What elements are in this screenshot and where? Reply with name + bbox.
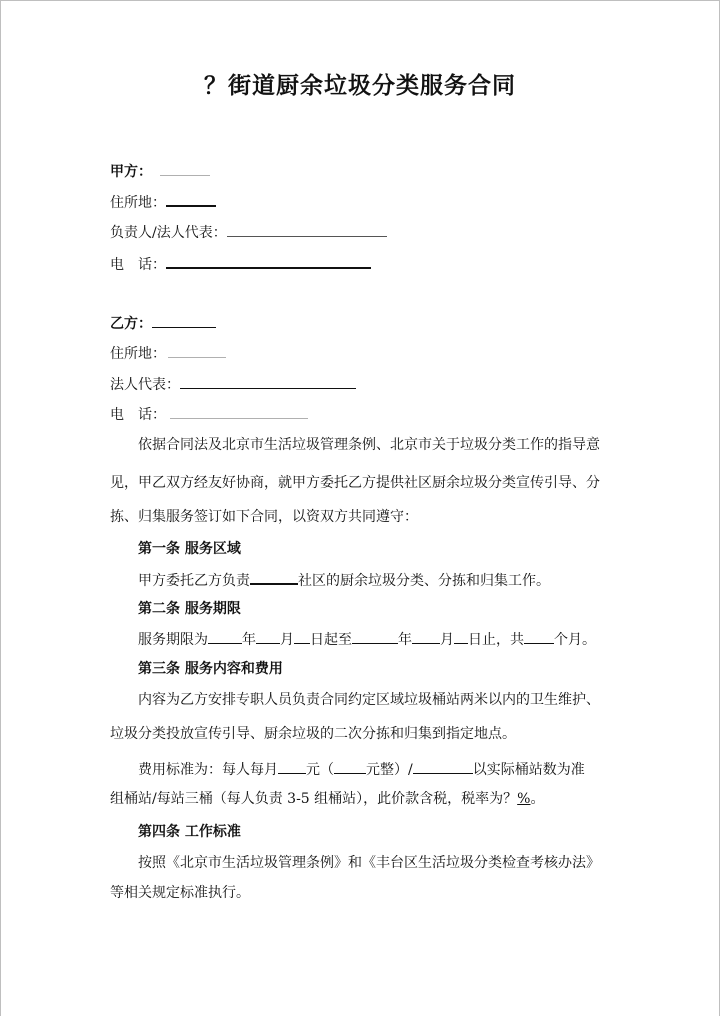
party-b-row <box>110 313 216 334</box>
months-blank <box>524 629 554 644</box>
article-1-text-b: 社区的厨余垃圾分类、分拣和归集工作。 <box>298 573 550 589</box>
article-2-text <box>138 629 596 650</box>
party-a-address-blank <box>166 191 216 207</box>
fee-line-2-text: 组桶站/每站三桶（每人负责 3-5 组桶站），此价款含税，税率为？ <box>110 791 518 807</box>
intro-line-2: 见，甲乙双方经友好协商，就甲方委托乙方提供社区厨余垃圾分类宣传引导、分 <box>110 475 600 491</box>
party-b-address-blank <box>168 343 226 358</box>
contract-title: ？街道厨余垃圾分类服务合同 <box>204 72 516 99</box>
fee-words-label: 元整）/ <box>366 762 413 778</box>
fee-line-1 <box>138 759 585 780</box>
party-a-address-row <box>110 191 216 213</box>
party-a-address-label: 住所地： <box>110 195 166 211</box>
start-year-blank <box>208 629 242 644</box>
end-month-blank <box>412 629 440 644</box>
article-1-blank <box>250 569 298 585</box>
party-b-phone-blank <box>170 404 308 419</box>
end-year-blank <box>352 629 398 644</box>
party-a-rep-blank <box>227 222 387 237</box>
party-a-rep-row <box>110 222 387 243</box>
end-day-label: 日止，共 <box>468 632 524 648</box>
fee-yuan-label: 元（ <box>306 762 334 778</box>
tax-rate-percent: % <box>517 791 531 807</box>
party-b-address-label: 住所地： <box>110 346 166 362</box>
fee-count-blank <box>413 759 473 774</box>
intro-line-3: 拣、归集服务签订如下合同，以资双方共同遵守： <box>110 509 418 525</box>
party-a-phone-label: 电 话： <box>110 257 166 273</box>
start-day-label: 日起至 <box>310 632 352 648</box>
party-b-blank <box>152 313 216 328</box>
article-3-line-1: 内容为乙方安排专职人员负责合同约定区域垃圾桶站两米以内的卫生维护、 <box>138 692 600 708</box>
start-month-blank <box>256 629 280 644</box>
fee-line-2 <box>110 789 544 809</box>
article-4-heading: 第四条 工作标准 <box>138 824 241 840</box>
article-1-text <box>138 569 550 591</box>
fee-line-2-end: 。 <box>530 791 545 807</box>
fee-label: 费用标准为：每人每月 <box>138 762 278 778</box>
start-month-label: 月 <box>280 632 294 648</box>
party-b-rep-label: 法人代表： <box>110 377 180 393</box>
article-1-heading: 第一条 服务区域 <box>138 541 241 557</box>
start-day-blank <box>294 629 310 644</box>
article-3-heading: 第三条 服务内容和费用 <box>138 661 283 677</box>
party-a-phone-blank <box>166 253 371 269</box>
party-b-rep-row <box>110 374 356 395</box>
end-year-label: 年 <box>398 632 412 648</box>
party-a-phone-row <box>110 253 371 275</box>
fee-words-blank <box>334 759 366 774</box>
fee-amount-blank <box>278 759 306 774</box>
party-b-phone-row <box>110 404 308 425</box>
months-label: 个月。 <box>554 632 596 648</box>
article-4-line-1: 按照《北京市生活垃圾管理条例》和《丰台区生活垃圾分类检查考核办法》 <box>138 855 600 871</box>
party-a-blank <box>160 161 210 176</box>
end-day-blank <box>454 629 468 644</box>
party-b-rep-blank <box>180 374 356 389</box>
service-period-label: 服务期限为 <box>138 632 208 648</box>
party-b-address-row <box>110 343 226 364</box>
party-b-phone-label: 电 话： <box>110 407 166 423</box>
start-year-label: 年 <box>242 632 256 648</box>
article-2-heading: 第二条 服务期限 <box>138 601 241 617</box>
article-1-text-a: 甲方委托乙方负责 <box>138 573 250 589</box>
article-4-line-2: 等相关规定标准执行。 <box>110 885 250 901</box>
fee-basis-label: 以实际桶站数为准 <box>472 762 585 778</box>
party-b-label: 乙方： <box>110 316 152 332</box>
article-3-line-2: 垃圾分类投放宣传引导、厨余垃圾的二次分拣和归集到指定地点。 <box>110 726 516 742</box>
party-a-row <box>110 161 210 182</box>
end-month-label: 月 <box>440 632 454 648</box>
party-a-label: 甲方： <box>110 164 152 180</box>
intro-line-1: 依据合同法及北京市生活垃圾管理条例、北京市关于垃圾分类工作的指导意 <box>138 437 600 453</box>
party-a-rep-label: 负责人/法人代表： <box>110 225 227 241</box>
